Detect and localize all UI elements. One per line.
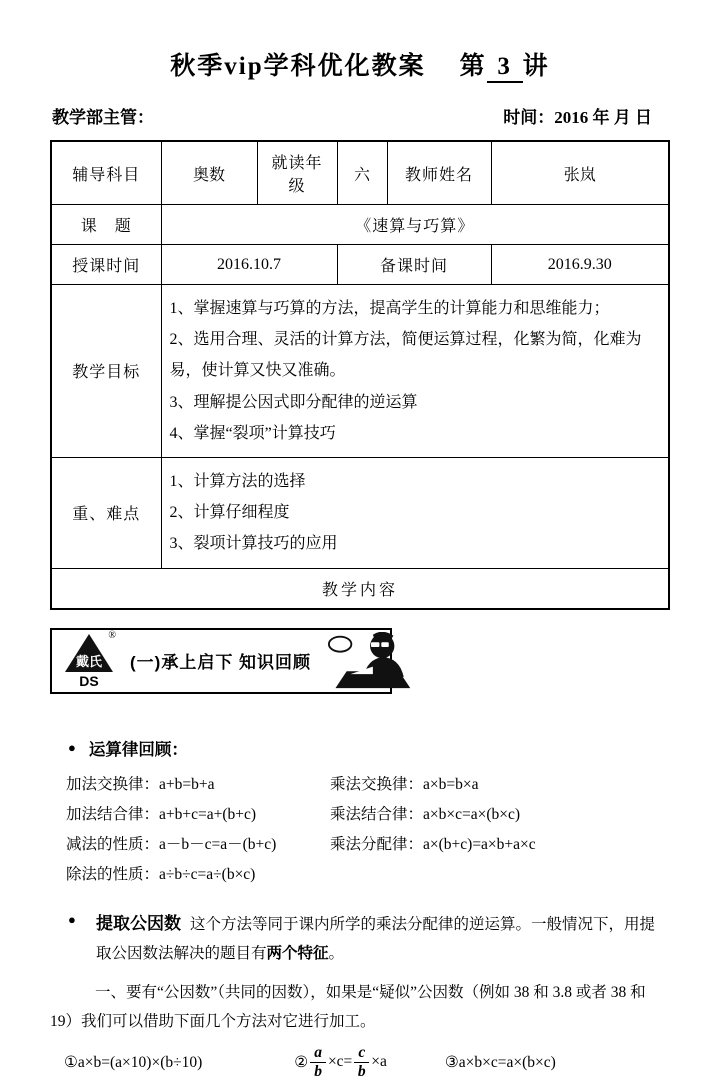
formula-row [50,1045,670,1080]
topic-value: 《速算与巧算》 [161,205,669,245]
lecture-prefix: 第 [459,53,487,80]
law-right: 乘法分配律：a×(b+c)=a×b+a×c [330,835,536,853]
lesson-info-table [50,140,670,610]
factor-intro-end: 。 [328,945,345,963]
law-right: 乘法结合律：a×b×c=a×(b×c) [330,805,521,823]
laws-list [66,770,670,891]
prep-date-value: 2016.9.30 [491,245,669,285]
keypoint-item: 2、计算仔细程度 [169,504,290,522]
teacher-value: 张岚 [491,141,669,205]
fraction-denominator: b [357,1062,366,1080]
fraction-denominator: b [314,1062,322,1080]
formula-2-tail: ×a [371,1053,387,1071]
factor-intro-paragraph [68,908,670,968]
bullet-icon: ● [68,912,76,928]
registered-mark: ® [108,629,116,641]
keypoint-item: 1、计算方法的选择 [169,472,306,490]
keypoints-cell [161,457,669,568]
subject-label: 辅导科目 [51,141,161,205]
law-row [66,830,670,860]
subject-value: 奥数 [161,141,257,205]
objectives-label: 教学目标 [51,285,161,458]
logo-subtext: DS [79,672,99,689]
table-row-subject [51,141,669,205]
lecture-number: 3 [487,53,523,83]
law-row [66,860,670,890]
teach-date-value: 2016.10.7 [161,245,337,285]
content-header: 教学内容 [51,568,669,609]
fraction [310,1045,326,1080]
banner-title: (一)承上启下 知识回顾 [130,653,312,672]
logo-text: 戴氏 [75,653,103,669]
law-row [66,770,670,800]
table-row-keypoints [51,457,669,568]
fraction [354,1045,369,1080]
lecture-label [460,53,550,80]
review-heading-text: 运算律回顾： [88,739,188,759]
formula-2-mid: ×c= [327,1053,353,1071]
formula-1: ①a×b=(a×10)×(b÷10) [64,1053,203,1071]
formula-3: ③a×b×c=a×(b×c) [444,1053,556,1071]
factor-detail-paragraph: 一、要有“公因数”（共同的因数），如果是“疑似”公因数（例如 38 和 3.8 或者 38 和 19）我们可以借助下面几个方法对它进行加工。 [50,983,646,1031]
teacher-label: 教师姓名 [387,141,491,205]
grade-value: 六 [337,141,387,205]
bullet-icon: ● [68,740,76,755]
factor-intro-bold: 两个特征 [266,945,329,963]
law-left: 加法交换律：a+b=b+a [66,775,215,793]
objective-item: 2、选用合理、灵活的计算方法，简便运算过程，化繁为简，化难为易，使计算又快又准确。 [169,331,642,380]
objective-item: 1、掌握速算与巧算的方法，提高学生的计算能力和思维能力； [169,300,610,317]
lecture-suffix: 讲 [522,53,550,80]
section-banner [50,628,392,694]
grade-label: 就读年级 [257,141,337,205]
table-row-dates [51,245,669,285]
factor-heading: 提取公因数 [96,914,181,934]
objective-item: 4、掌握“裂项”计算技巧 [169,424,336,442]
table-row-content-header [51,568,669,609]
teach-date-label: 授课时间 [51,245,161,285]
law-row [66,800,670,830]
header-meta-row [50,103,670,128]
daishi-logo-icon [60,629,118,689]
law-left: 减法的性质：a－b－c=a－(b+c) [66,835,277,853]
formula-2-circled: ② [294,1053,309,1071]
factor-intro-text: 这个方法等同于课内所学的乘法分配律的逆运算。一般情况下，用提取公因数法解决的题目有 [96,916,656,963]
prep-date-label: 备课时间 [337,245,491,285]
keypoints-label: 重、难点 [51,457,161,568]
table-row-objectives [51,285,669,458]
topic-label: 课 题 [51,205,161,245]
supervisor-label: 教学部主管： [52,108,154,127]
review-heading [68,736,670,760]
keypoint-item: 3、裂项计算技巧的应用 [169,535,338,553]
teacher-mascot-icon [323,632,419,690]
title-main: 秋季vip学科优化教案 [170,53,426,80]
page-title [50,46,670,83]
time-label: 时间：2016 年 月 日 [503,108,652,127]
objectives-cell [161,285,669,458]
formula-2 [294,1045,387,1080]
objective-item: 3、理解提公因式即分配律的逆运算 [169,393,418,411]
table-row-topic [51,205,669,245]
fraction-numerator: c [354,1045,369,1063]
law-left: 除法的性质：a÷b÷c=a÷(b×c) [66,866,256,884]
law-right: 乘法交换律：a×b=b×a [330,775,479,793]
law-left: 加法结合律：a+b+c=a+(b+c) [66,805,257,823]
fraction-numerator: a [310,1045,326,1063]
